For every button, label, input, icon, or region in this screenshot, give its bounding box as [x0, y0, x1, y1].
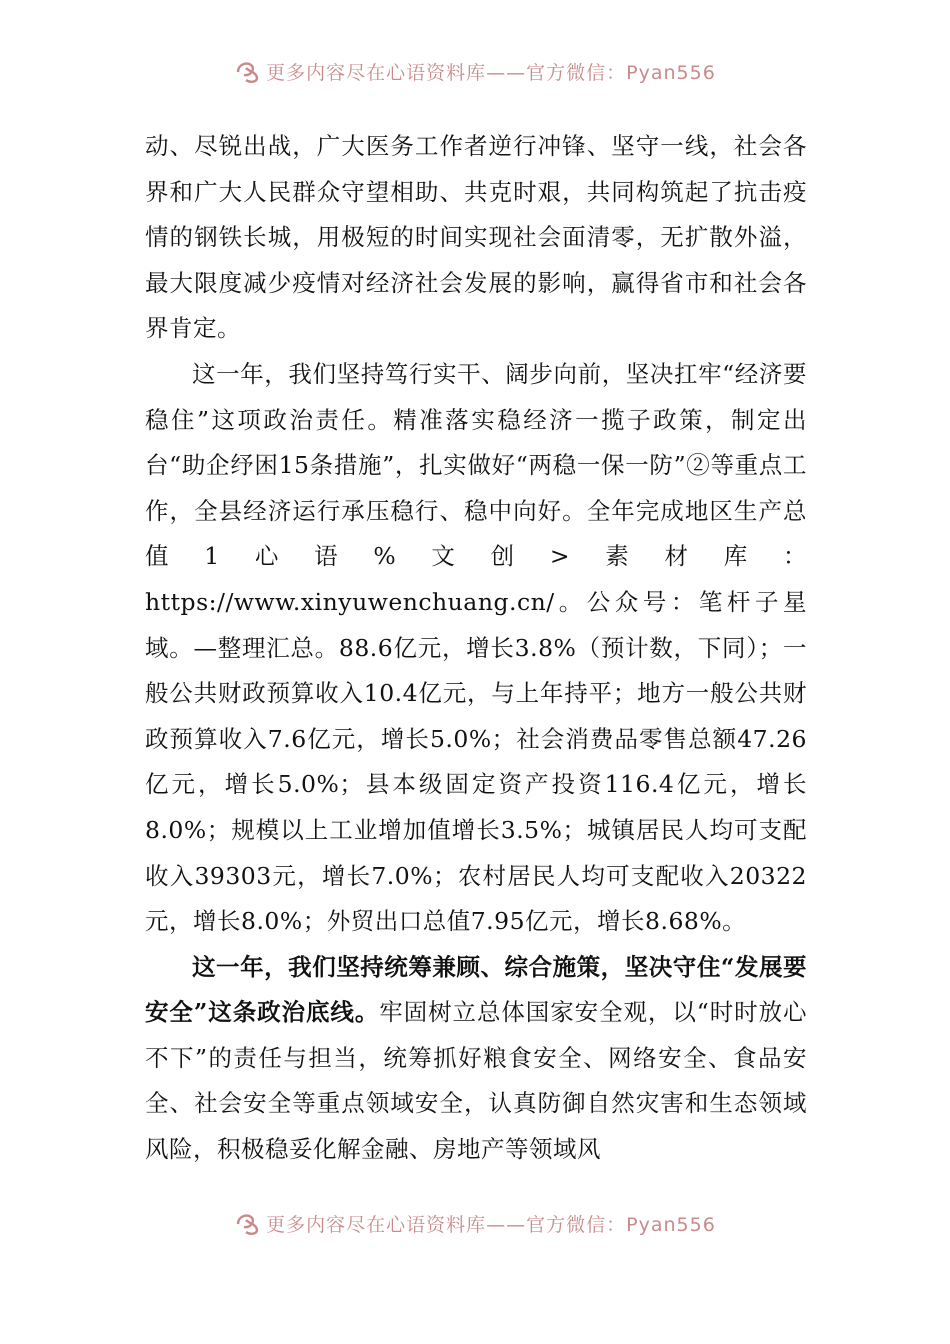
watermark-logo-icon [234, 1210, 260, 1236]
watermark-text: 更多内容尽在心语资料库——官方微信：Pyan556 [266, 61, 716, 84]
document-body [145, 124, 807, 1173]
paragraph-continuation: 动、尽锐出战，广大医务工作者逆行冲锋、坚守一线，社会各界和广大人民群众守望相助、共克时艰，共同构筑起了抗击疫情的钢铁长城，用极短的时间实现社会面清零，无扩散外溢，最大限度减少疫情对经济社会发展的影响，赢得省市和社会各界肯定。 [145, 132, 807, 343]
paragraph-economy: 这一年，我们坚持笃行实干、阔步向前，坚决扛牢“经济要稳住”这项政治责任。精准落实稳经济一揽子政策，制定出台“助企纾困15条措施”，扎实做好“两稳一保一防”②等重点工作，全县经济运行承压稳行、稳中向好。全年完成地区生产总值1心语%文创>素材库：https://www.xinyuwenchuang.cn/。公众号：笔杆子星域。—整理汇总。88.6亿元，增长3.8%（预计数，下同）；一般公共财政预算收入10.4亿元，与上年持平；地方一般公共财政预算收入7.6亿元，增长5.0%；社会消费品零售总额47.26亿元，增长5.0%；县本级固定资产投资116.4亿元，增长8.0%；规模以上工业增加值增长3.5%；城镇居民人均可支配收入39303元，增长7.0%；农村居民人均可支配收入20322元，增长8.0%；外贸出口总值7.95亿元，增长8.68%。 [145, 359, 807, 936]
paragraph-security [145, 945, 807, 1173]
paragraph-lead-bold: 这一年，我们坚持统筹兼顾、综合施策，坚决守住“发展要安全”这条政治底线。 [145, 952, 807, 1027]
watermark-footer [0, 1208, 950, 1238]
watermark-logo-icon [234, 58, 260, 84]
watermark-header [0, 56, 950, 86]
paragraph-security-text: 牢固树立总体国家安全观，以“时时放心不下”的责任与担当，统筹抓好粮食安全、网络安全、食品安全、社会安全等重点领域安全，认真防御自然灾害和生态领域风险，积极稳妥化解金融、房地产等领域风 [145, 998, 807, 1164]
watermark-text: 更多内容尽在心语资料库——官方微信：Pyan556 [266, 1213, 716, 1236]
